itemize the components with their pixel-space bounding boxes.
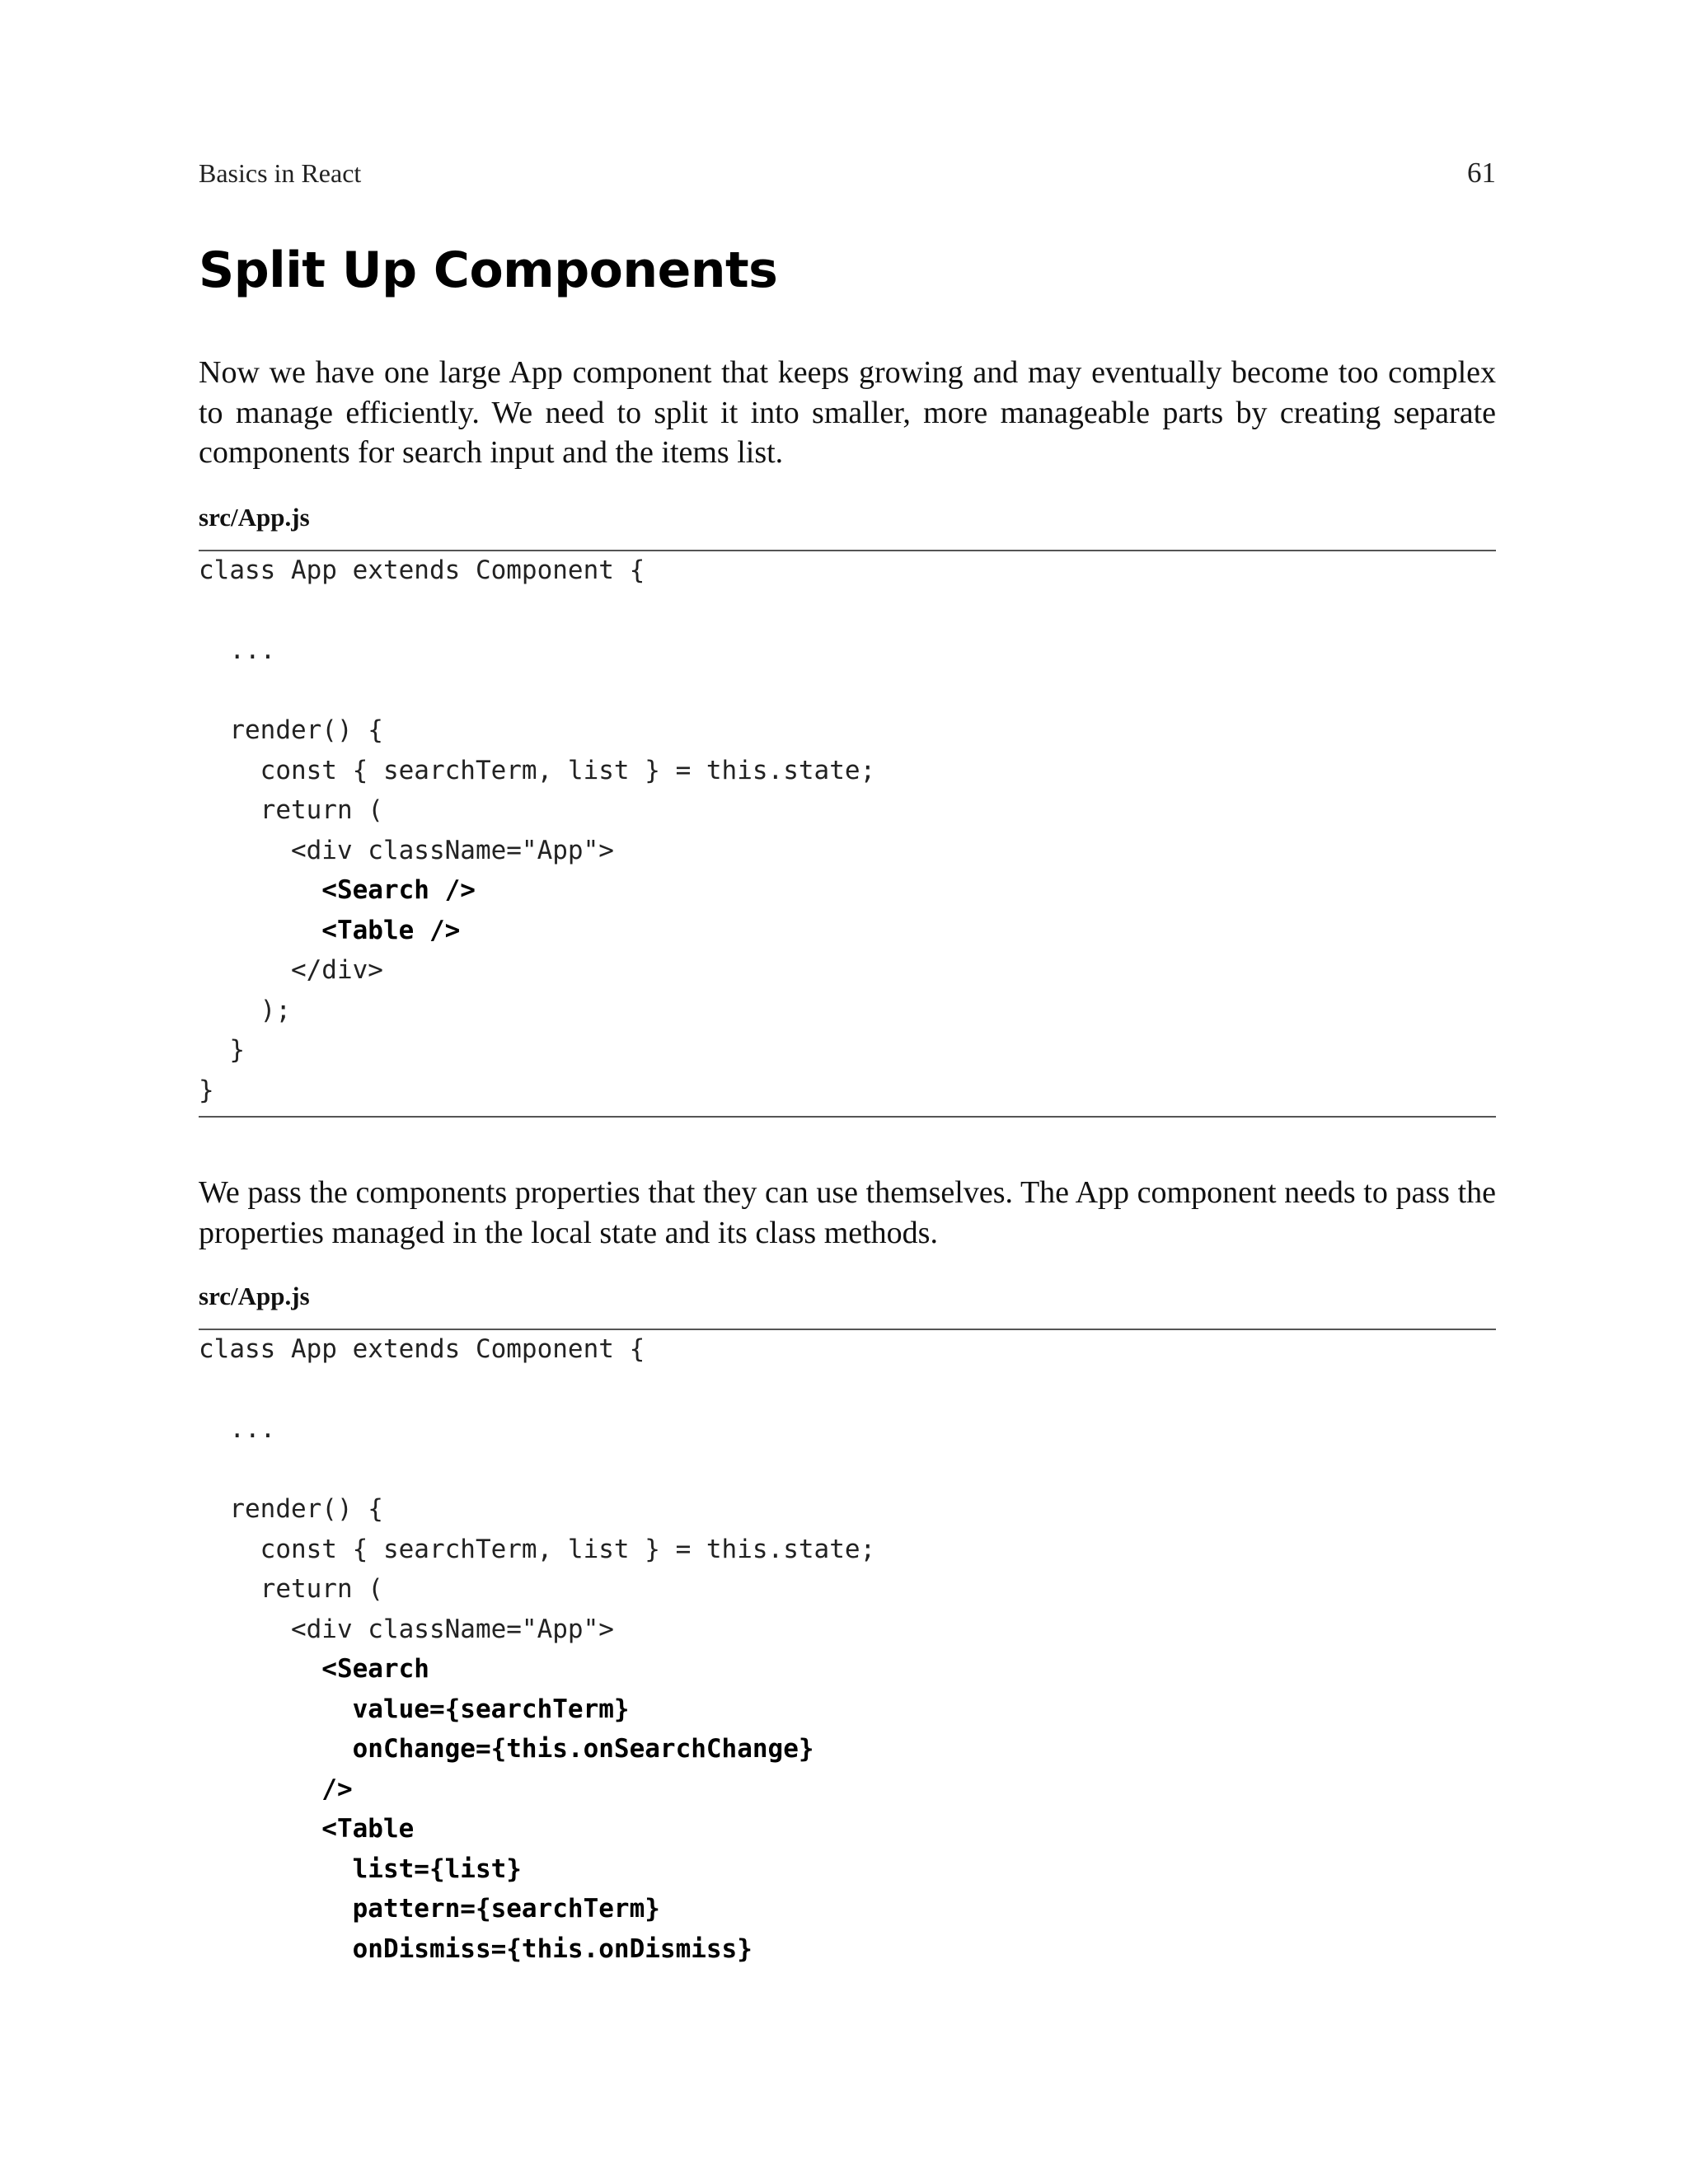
code-line: ...	[199, 635, 276, 665]
code-line: onDismiss={this.onDismiss}	[199, 1933, 753, 1964]
code-line: <Table	[199, 1814, 415, 1844]
code-line	[199, 1450, 1496, 1490]
code-line: <Search />	[199, 875, 476, 905]
code-filename-caption: src/App.js	[199, 1282, 310, 1310]
code-line: return (	[199, 795, 383, 825]
code-line: <div className="App">	[199, 1614, 614, 1644]
code-line: </div>	[199, 955, 383, 985]
chapter-title: Basics in React	[199, 158, 362, 188]
code-filename-caption: src/App.js	[199, 503, 310, 532]
explanation-paragraph: We pass the components properties that they can use themselves. The App component needs to pass the properties managed in the local state and its class methods.	[199, 1175, 1496, 1250]
code-line: }	[199, 1075, 214, 1105]
code-line: <Search	[199, 1654, 429, 1684]
intro-paragraph: Now we have one large App component that keeps growing and may eventually become too complex to manage efficiently. We need to split it into smaller, more manageable parts by creating separate components for search input and the items list.	[199, 355, 1496, 470]
code-line	[199, 591, 1496, 631]
code-line: const { searchTerm, list } = this.state;	[199, 755, 876, 785]
code-line: />	[199, 1774, 353, 1804]
code-line: list={list}	[199, 1854, 522, 1884]
code-line: return (	[199, 1574, 383, 1604]
code-line: value={searchTerm}	[199, 1694, 630, 1724]
page-number: 61	[1467, 157, 1496, 189]
code-line: );	[199, 995, 291, 1025]
code-line: class App extends Component {	[199, 1334, 645, 1364]
code-line: const { searchTerm, list } = this.state;	[199, 1534, 876, 1564]
code-block	[199, 1329, 1496, 1969]
code-line: <Table />	[199, 915, 461, 945]
code-line	[199, 1370, 1496, 1410]
code-line: onChange={this.onSearchChange}	[199, 1734, 814, 1764]
running-header	[199, 157, 1496, 190]
code-line: render() {	[199, 715, 383, 745]
code-block	[199, 550, 1496, 1118]
code-line: class App extends Component {	[199, 555, 645, 585]
code-line: <div className="App">	[199, 835, 614, 865]
code-line	[199, 671, 1496, 711]
code-line: render() {	[199, 1494, 383, 1524]
code-line: }	[199, 1035, 245, 1065]
section-heading: Split Up Components	[199, 241, 778, 299]
code-line: pattern={searchTerm}	[199, 1894, 660, 1924]
code-line: ...	[199, 1414, 276, 1444]
